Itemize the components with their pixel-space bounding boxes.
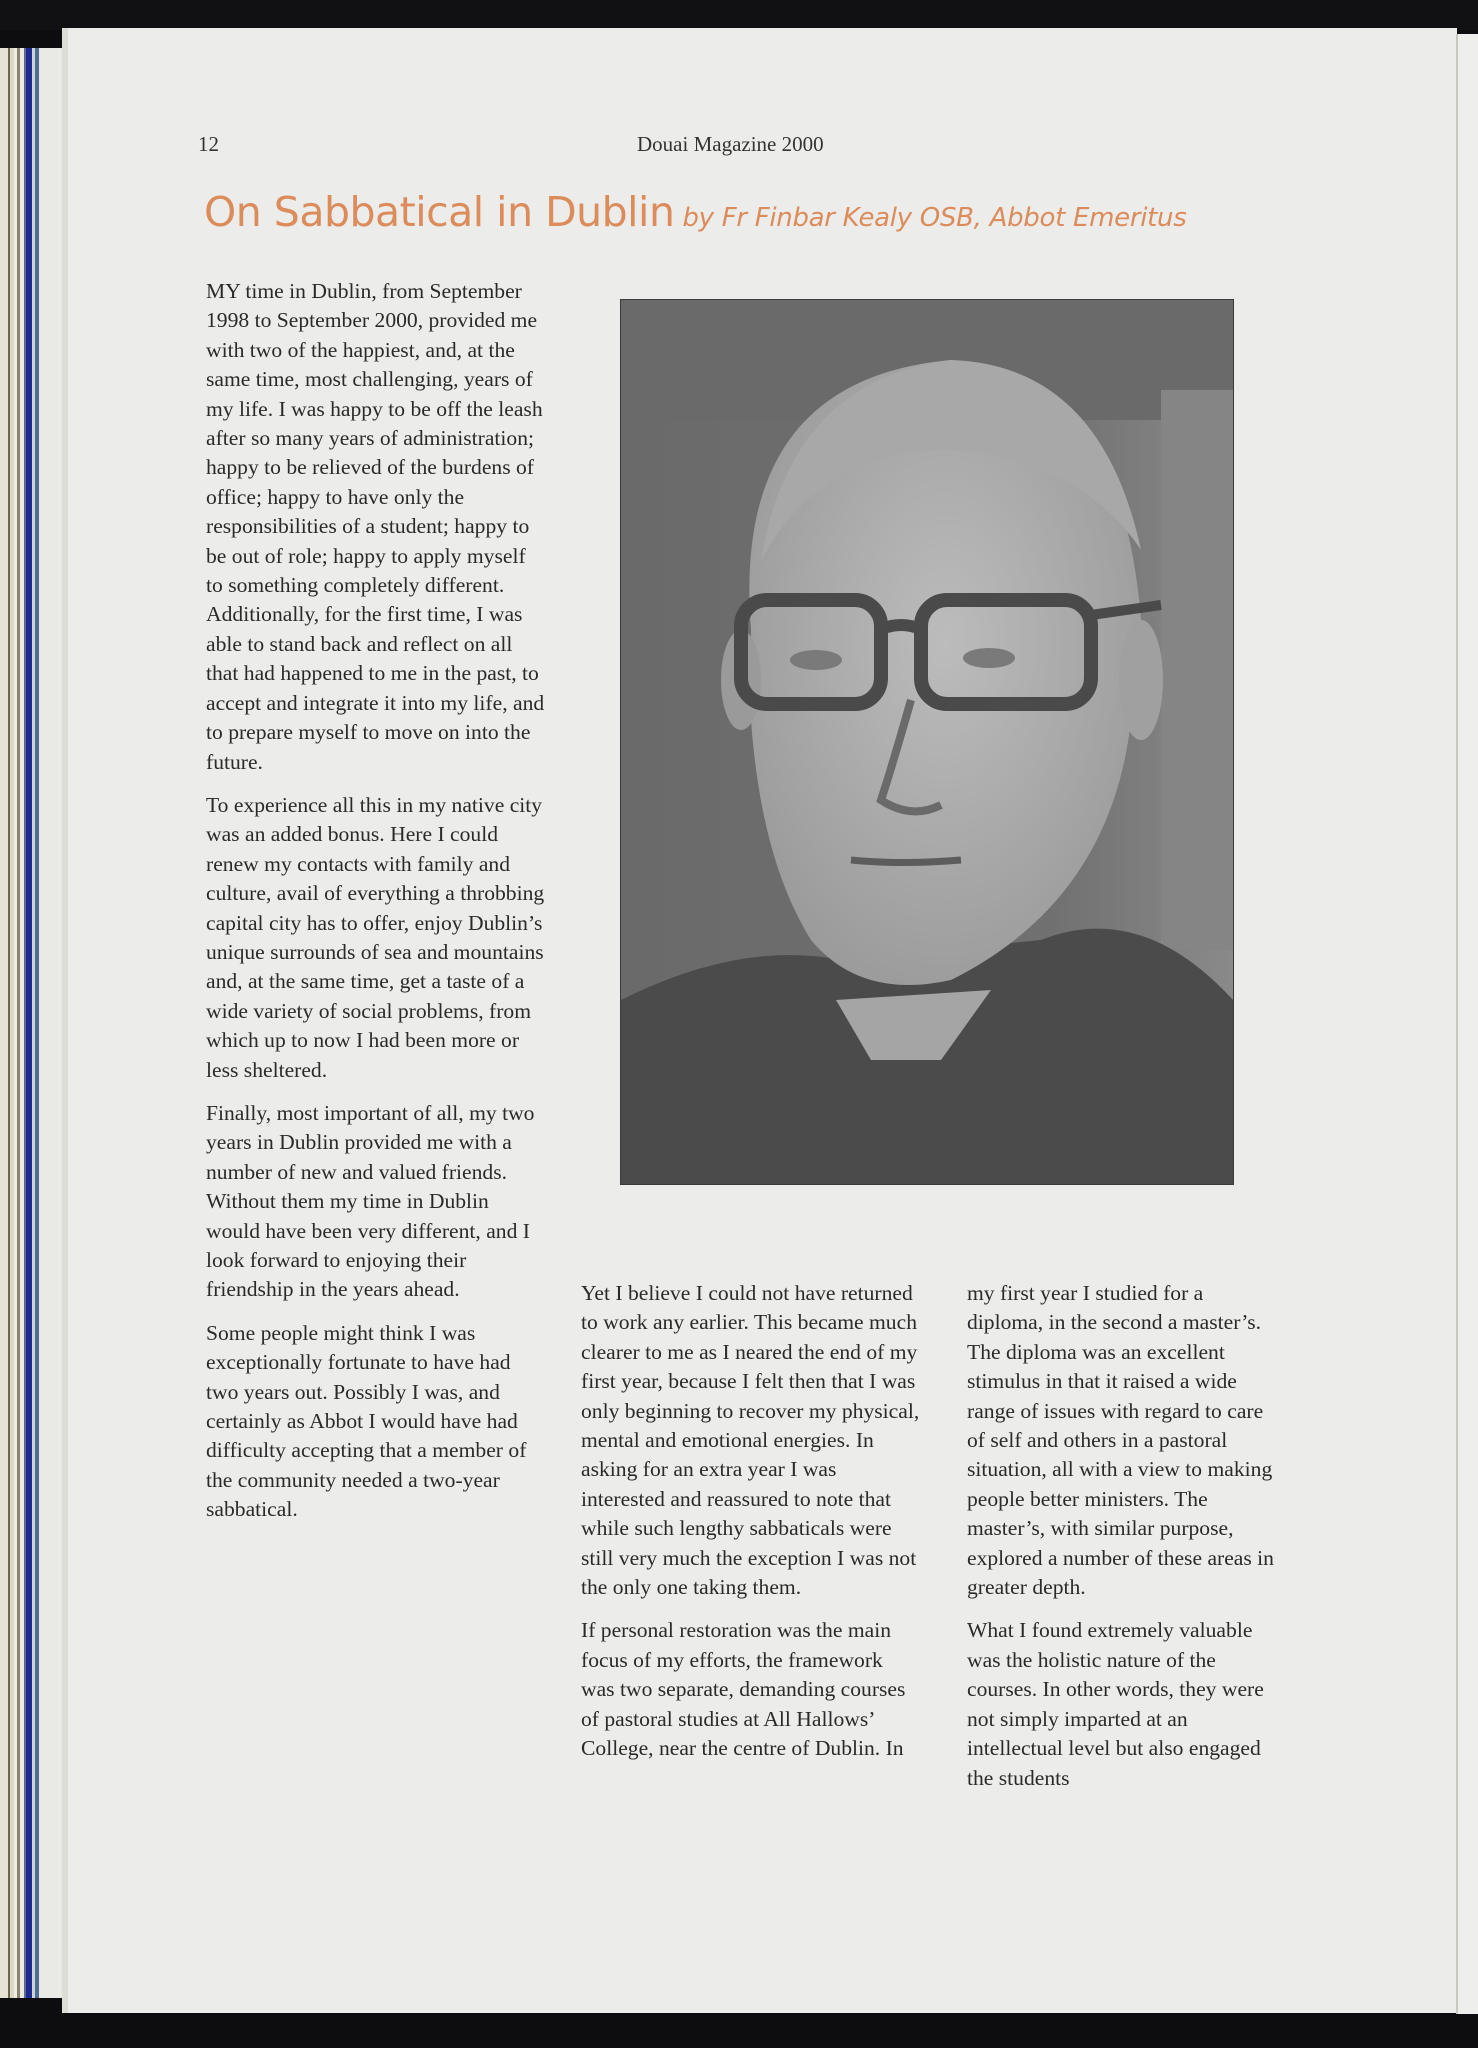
text-column-2 <box>581 1279 921 1778</box>
paragraph: my first year I studied for a diploma, in the second a master’s. The diploma was an excellent stimulus in that it raised a wide range of issues with regard to care of self and others in a pastoral situation, all with a view to making people better ministers. The master’s, with similar purpose, explored a number of these areas in greater depth. <box>967 1281 1274 1600</box>
portrait-icon <box>621 300 1233 1184</box>
paragraph: Some people might think I was exceptionally fortunate to have had two years out. Possibly I was, and certainly as Abbot I would have had difficulty accepting that a member of the community needed a two-year sabbatical. <box>206 1320 527 1522</box>
article-title: On Sabbatical in Dublin <box>204 188 675 236</box>
page-number: 12 <box>198 132 219 156</box>
paragraph: Yet I believe I could not have returned to work any earlier. This became much clearer to me as I neared the end of my first year, because I felt then that I was only beginning to recover my physical, mental and emotional energies. In asking for an extra year I was interested and reassured to note that while such lengthy sabbaticals were still very much the exception I was not the only one taking them. <box>581 1281 920 1600</box>
article-byline: by Fr Finbar Kealy OSB, Abbot Emeritus <box>682 203 1187 233</box>
background-top <box>0 0 1478 30</box>
next-page-fold <box>1456 34 1478 2014</box>
text-column-1 <box>206 277 546 1539</box>
text-column-3 <box>967 1279 1277 1807</box>
paragraph: If personal restoration was the main focus of my efforts, the framework was two separate, demanding courses of pastoral studies at All Hallows’ College, near the centre of Dublin. In <box>581 1618 906 1761</box>
running-header: Douai Magazine 2000 <box>637 132 824 156</box>
paragraph: To experience all this in my native city was an added bonus. Here I could renew my contacts with family and culture, avail of everything a throbbing capital city has to offer, enjoy Dublin’s unique surrounds of sea and mountains and, at the same time, get a taste of a wide variety of social problems, from which up to now I had been more or less sheltered. <box>206 792 545 1082</box>
paragraph: MY time in Dublin, from September 1998 to September 2000, provided me with two of the happiest, and, at the same time, most challenging, years of my life. I was happy to be off the leash after so many years of administration; happy to be relieved of the burdens of office; happy to have only the responsibilities of a student; happy to be out of role; happy to apply myself to something completely different. Additionally, for the first time, I was able to stand back and reflect on all that had happened to me in the past, to accept and integrate it into my life, and to prepare myself to move on into the future. <box>206 279 545 774</box>
page-stack-edges <box>0 48 60 1998</box>
article-title-block <box>204 188 1186 236</box>
paragraph: Finally, most important of all, my two years in Dublin provided me with a number of new and valued friends. Without them my time in Dublin would have been very different, and I look forward to enjoying their friendship in the years ahead. <box>206 1100 535 1302</box>
portrait-photo <box>620 299 1234 1185</box>
paragraph: What I found extremely valuable was the holistic nature of the courses. In other words, they were not simply imparted at an intellectual level but also engaged the students <box>967 1618 1264 1790</box>
page-binding-edge <box>62 28 68 2013</box>
